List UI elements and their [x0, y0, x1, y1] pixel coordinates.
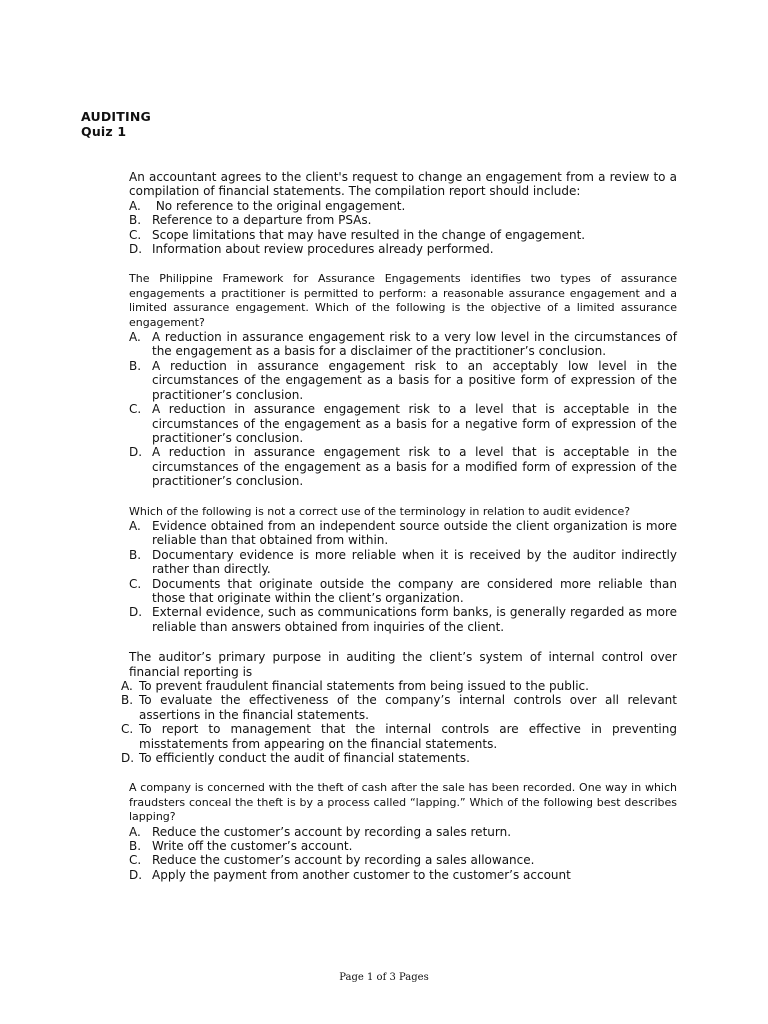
page-number: Page 1 of 3 Pages — [339, 972, 429, 983]
question-stem: The Philippine Framework for Assurance Engagements identifies two types of assurance engagements a practitioner is permitted to perform: a reasonable assurance engagement and a limited assurance engagement. Which of the following is the objective of a limited assurance engagement? — [129, 272, 677, 329]
option-b — [129, 839, 677, 853]
option-list — [129, 825, 677, 883]
option-letter: A. — [121, 679, 133, 693]
option-letter: B. — [129, 839, 142, 854]
option-c — [129, 853, 677, 867]
option-letter: D. — [129, 445, 143, 460]
option-a — [129, 519, 677, 548]
option-d — [129, 242, 677, 256]
option-letter: A. — [129, 330, 141, 345]
option-letter: D. — [129, 605, 143, 620]
option-list — [129, 199, 677, 257]
option-text: Apply the payment from another customer to the customer’s account — [152, 867, 571, 882]
option-text: A reduction in assurance engagement risk to a level that is acceptable in the circumstances of the engagement as a basis for a modified form of expression of the practitioner’s conclusion. — [152, 445, 677, 489]
option-text: Information about review procedures already performed. — [152, 242, 494, 257]
option-text: No reference to the original engagement. — [152, 198, 406, 213]
option-letter: B. — [129, 358, 142, 373]
question-stem: An accountant agrees to the client's request to change an engagement from a review to a compilation of financial statements. The compilation report should include: — [129, 170, 677, 199]
option-d — [129, 868, 677, 882]
option-text: A reduction in assurance engagement risk to a very low level in the circumstances of the engagement as a basis for a disclaimer of the practitioner’s conclusion. — [152, 330, 677, 359]
option-text: External evidence, such as communications form banks, is generally regarded as more reliable than answers obtained from inquiries of the client. — [152, 605, 677, 634]
option-c — [121, 722, 677, 751]
question-4 — [121, 650, 677, 766]
option-d — [121, 751, 677, 765]
document-header — [81, 109, 151, 139]
option-b — [121, 693, 677, 722]
option-text: Reference to a departure from PSAs. — [152, 213, 372, 228]
option-text: Documents that originate outside the company are considered more reliable than those that originate within the client’s organization. — [152, 576, 677, 605]
document-title: AUDITING — [81, 109, 151, 124]
option-letter: D. — [129, 242, 143, 257]
option-c — [129, 228, 677, 242]
option-text: Documentary evidence is more reliable when it is received by the auditor indirectly rather than directly. — [152, 547, 677, 577]
option-letter: B. — [129, 547, 142, 562]
option-list — [121, 679, 677, 766]
question-stem: A company is concerned with the theft of cash after the sale has been recorded. One way in which fraudsters conceal the theft is by a process called “lapping.” Which of the following best describes lapping? — [129, 781, 677, 824]
option-letter: C. — [129, 853, 142, 868]
option-letter: A. — [129, 198, 141, 213]
option-list — [129, 519, 677, 634]
option-letter: B. — [121, 693, 134, 708]
question-list — [121, 170, 677, 898]
option-text: Reduce the customer’s account by recording a sales return. — [152, 824, 512, 839]
option-a — [129, 825, 677, 839]
option-letter: C. — [129, 576, 142, 591]
option-letter: C. — [121, 722, 134, 737]
question-stem: Which of the following is not a correct use of the terminology in relation to audit evidence? — [129, 504, 631, 518]
option-letter: A. — [129, 824, 141, 839]
option-text: Reduce the customer’s account by recording a sales allowance. — [152, 853, 535, 868]
question-stem: The auditor’s primary purpose in auditing the client’s system of internal control over financial reporting is — [129, 650, 677, 679]
option-b — [129, 359, 677, 402]
option-text: A reduction in assurance engagement risk to a level that is acceptable in the circumstances of the engagement as a basis for a negative form of expression of the practitioner’s conclusion. — [152, 402, 677, 445]
option-text: Scope limitations that may have resulted in the change of engagement. — [152, 227, 586, 242]
option-d — [129, 605, 677, 634]
option-d — [129, 445, 677, 488]
option-list — [129, 330, 677, 488]
option-text: To prevent fraudulent financial statements from being issued to the public. — [139, 679, 589, 693]
quiz-label: Quiz 1 — [81, 124, 127, 139]
question-3 — [129, 505, 677, 635]
option-b — [129, 213, 677, 227]
option-a — [129, 199, 677, 213]
option-text: To efficiently conduct the audit of financial statements. — [139, 751, 470, 766]
option-c — [129, 402, 677, 445]
option-c — [129, 577, 677, 606]
option-text: To evaluate the effectiveness of the company’s internal controls over all relevant assertions in the financial statements. — [139, 693, 677, 722]
option-text: Write off the customer’s account. — [152, 839, 353, 854]
option-letter: D. — [121, 751, 135, 766]
option-text: Evidence obtained from an independent source outside the client organization is more reliable than that obtained from within. — [152, 518, 677, 548]
option-text: A reduction in assurance engagement risk to an acceptably low level in the circumstances of the engagement as a basis for a positive form of expression of the practitioner’s conclusion. — [152, 358, 677, 402]
option-text: To report to management that the internal controls are effective in preventing misstatements from appearing on the financial statements. — [139, 722, 677, 751]
option-letter: A. — [129, 518, 141, 533]
option-letter: B. — [129, 213, 142, 228]
option-a — [121, 679, 677, 693]
option-a — [129, 330, 677, 359]
option-letter: D. — [129, 867, 143, 882]
option-letter: C. — [129, 227, 142, 242]
question-2 — [129, 272, 677, 488]
option-b — [129, 548, 677, 577]
question-1 — [129, 170, 677, 256]
question-5 — [129, 781, 677, 882]
option-letter: C. — [129, 402, 142, 417]
